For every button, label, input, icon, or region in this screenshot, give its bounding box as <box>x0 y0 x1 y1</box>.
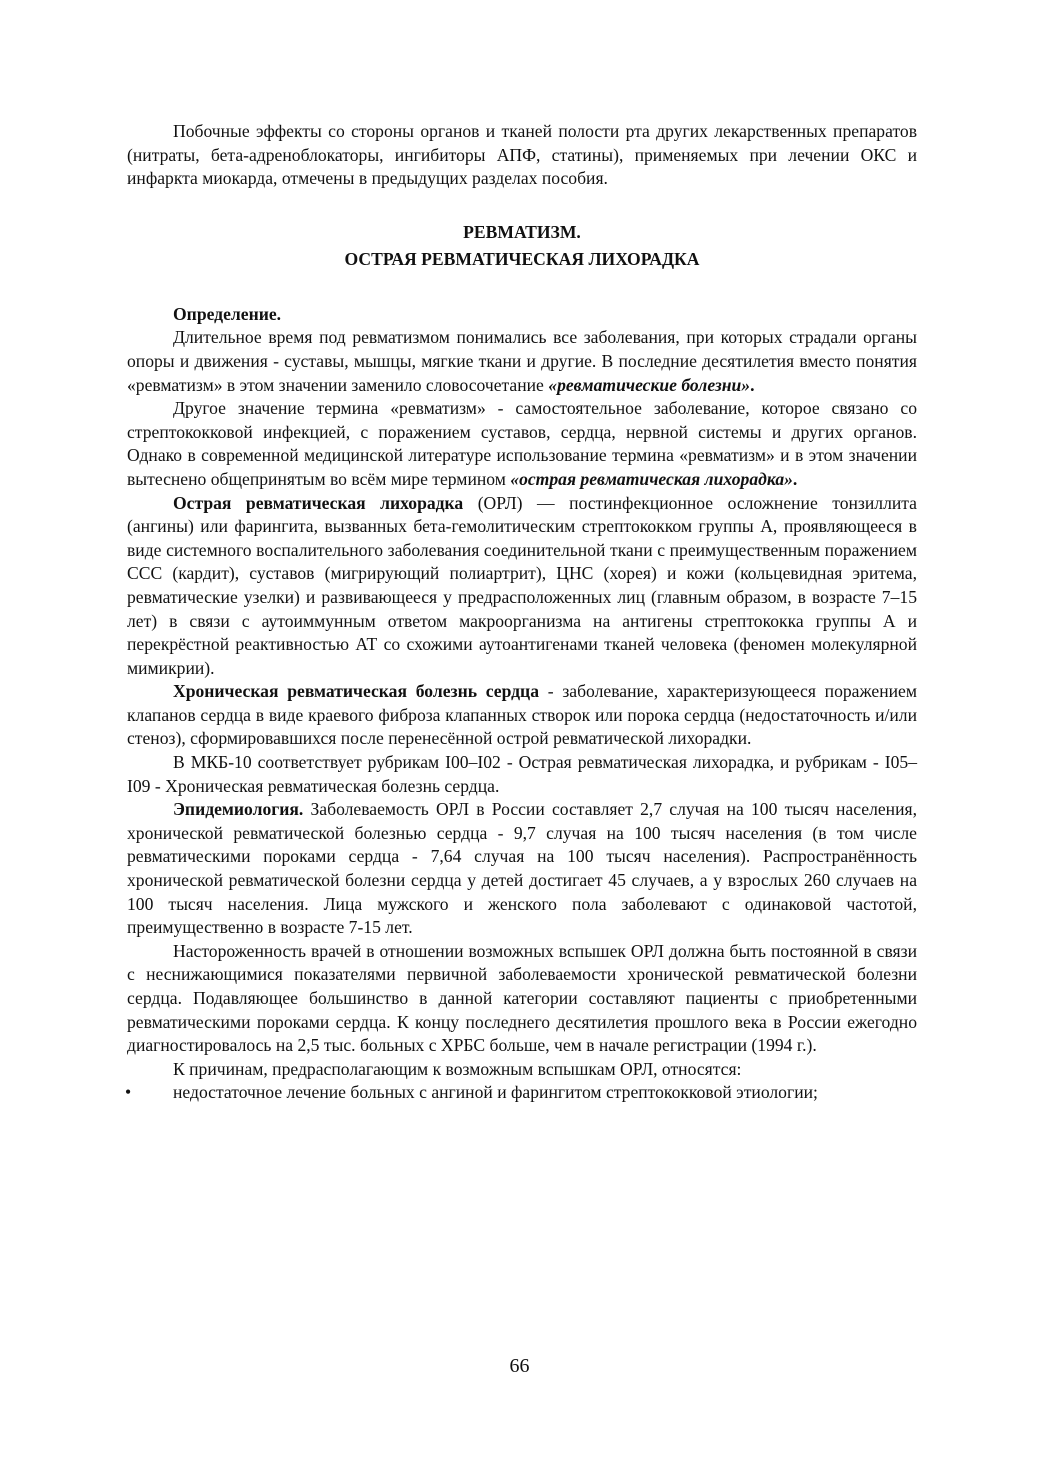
list-item-text: недостаточное лечение больных с ангиной и фарингитом стрептококковой этиологии; <box>173 1082 818 1103</box>
section-title-line-1: РЕВМАТИЗМ. <box>463 221 581 242</box>
page-number: 66 <box>509 1355 530 1377</box>
alert-paragraph: Настороженность врачей в отношении возможных вспышек ОРЛ должна быть постоянной в связи с неснижающимися показателями первичной заболеваемости хронической ревматической болезни сердца. Подавляющее большинство в данной категории составляют пациенты с приобретенными ревматическими пороками сердца. К концу последнего десятилетия прошлого века в России ежегодно диагностировалось на 2,5 тыс. больных с ХРБС больше, чем в начале регистрации (1994 г.). <box>127 940 917 1056</box>
causes-intro: К причинам, предрасполагающим к возможным вспышкам ОРЛ, относятся: <box>173 1058 742 1079</box>
section-title <box>127 219 917 273</box>
intro-paragraph: Побочные эффекты со стороны органов и тканей полости рта других лекарственных препаратов (нитраты, бета-адреноблокаторы, ингибиторы АПФ, статины), применяемых при лечении ОКС и инфаркта миокарда, отмечены в предыдущих разделах пособия. <box>127 121 917 189</box>
orl-term: Острая ревматическая лихорадка <box>173 492 464 513</box>
epidemiology-paragraph <box>127 798 917 940</box>
definition-p1-term: «ревматические болезни» <box>548 374 751 395</box>
orl-paragraph <box>127 492 917 681</box>
list-item <box>127 1081 917 1105</box>
epidemiology-label: Эпидемиология. <box>173 799 304 820</box>
chronic-term: Хроническая ревматическая болезнь сердца <box>173 681 539 702</box>
definition-p2-term: «острая ревматическая лихорадка» <box>510 468 793 489</box>
chronic-text: - заболевание, характеризующееся поражением клапанов сердца в виде краевого фиброза клапанных створок или порока сердца (недостаточность и/или стеноз), сформировавшихся после перенесённой острой ревматической лихорадки. <box>127 681 917 749</box>
section-title-line-2: ОСТРАЯ РЕВМАТИЧЕСКАЯ ЛИХОРАДКА <box>344 248 700 269</box>
definition-p1-end: . <box>750 374 755 395</box>
chronic-paragraph <box>127 680 917 751</box>
definition-p1-text: Длительное время под ревматизмом понимались все заболевания, при которых страдали органы опоры и движения - суставы, мышцы, мягкие ткани и другие. В последние десятилетия вместо понятия «ревматизм» в этом значении заменило словосочетание <box>127 327 917 395</box>
definition-p2-end: . <box>792 468 798 489</box>
bullet-icon: • <box>125 1082 132 1103</box>
definition-paragraph-2 <box>127 397 917 491</box>
definition-label-text: Определение. <box>173 303 282 324</box>
orl-text: (ОРЛ) — постинфекционное осложнение тонзиллита (ангины) или фарингита, вызванных бета-гемолитическим стрептококком группы А, проявляющееся в виде системного воспалительного заболевания соединительной ткани с преимущественным поражением ССС (кардит), суставов (мигрирующий полиартрит), ЦНС (хорея) и кожи (кольцевидная эритема, ревматические узелки) и развивающееся у предрасположенных лиц (главным образом, в возрасте 7–15 лет) в связи с аутоиммунным ответом макроорганизма на антигены стрептококка группы А и перекрёстной реактивностью АТ со схожими аутоантигенами тканей человека (феномен молекулярной мимикрии). <box>127 492 917 678</box>
definition-paragraph-1 <box>127 326 917 397</box>
definition-p2-text: Другое значение термина «ревматизм» - самостоятельное заболевание, которое связано со стрептококковой инфекцией, с поражением суставов, сердца, нервной системы и других органов. Однако в современной медицинской литературе использование термина «ревматизм» и в этом значении вытеснено общепринятым во всём мире термином <box>127 398 917 489</box>
document-page <box>127 120 917 1105</box>
definition-label <box>127 303 917 327</box>
icd-paragraph: В МКБ-10 соответствует рубрикам I00–I02 - Острая ревматическая лихорадка, и рубрикам - I05–I09 - Хроническая ревматическая болезнь сердца. <box>127 752 917 796</box>
epidemiology-text: Заболеваемость ОРЛ в России составляет 2,7 случая на 100 тысяч населения, хронической ревматической болезнью сердца - 9,7 случая на 100 тысяч населения (в том числе ревматическими пороками сердца - 7,64 случая на 100 тысяч населения). Распространённость хронической ревматической болезни сердца у детей достигает 45 случаев, а у взрослых 260 случаев на 100 тысяч населения. Лица мужского и женского пола заболевают с одинаковой частотой, преимущественно в возрасте 7-15 лет. <box>127 799 917 938</box>
